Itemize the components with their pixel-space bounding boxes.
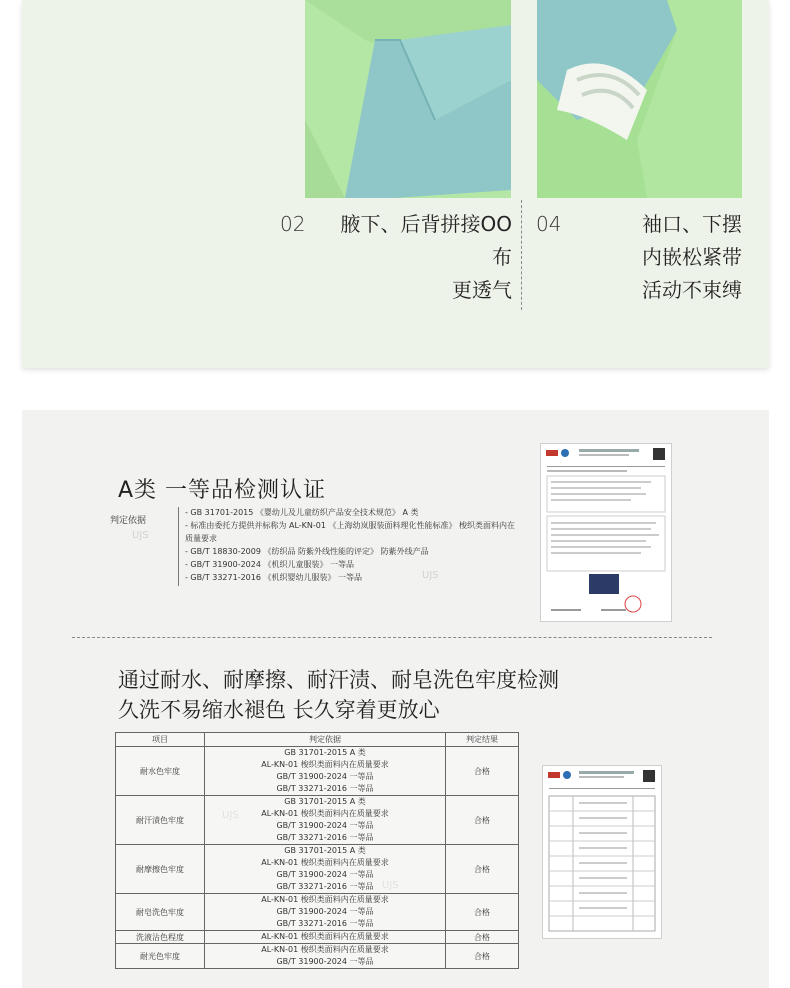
table-row: [116, 845, 519, 894]
standard-line: GB/T 31900-2024 一等品: [276, 957, 374, 966]
feature-number-02: 02: [280, 212, 306, 236]
watermark-logo: UJS: [222, 810, 239, 821]
standard-line: GB/T 31900-2024 一等品: [276, 907, 374, 916]
standard-line: GB/T 31900-2024 一等品: [276, 821, 374, 830]
table-row: [116, 796, 519, 845]
standard-line: AL-KN-01 梭织类面料内在质量要求: [261, 932, 389, 941]
standard-line: AL-KN-01 梭织类面料内在质量要求: [261, 945, 389, 954]
standard-line: GB/T 33271-2016 一等品: [276, 919, 374, 928]
item-cell: 耐摩擦色牢度: [116, 845, 205, 894]
criteria-item: - GB/T 31900-2024 《机织儿童服装》 一等品: [185, 560, 355, 569]
result-cell: 合格: [446, 894, 519, 931]
result-cell: 合格: [446, 944, 519, 969]
fastness-report-thumbnail: [542, 765, 662, 939]
column-header: 项目: [116, 733, 205, 747]
standard-line: AL-KN-01 梭织类面料内在质量要求: [261, 760, 389, 769]
criteria-item: - GB/T 33271-2016 《机织婴幼儿服装》 一等品: [185, 573, 363, 582]
column-header: 判定依据: [205, 733, 446, 747]
cert-title: A类 一等品检测认证: [118, 478, 327, 503]
standard-line: GB 31701-2015 A 类: [284, 846, 366, 855]
table-row: [116, 894, 519, 931]
section-divider: [72, 637, 712, 638]
table-row: [116, 747, 519, 796]
standard-cell: [205, 796, 446, 845]
fastness-results-table: [115, 732, 519, 969]
criteria-rule: [178, 507, 179, 586]
criteria-item: - 标准由委托方提供并标称为 AL-KN-01 《上海幼岚服装面料理化性能标准》 梭织类面料内在: [185, 521, 516, 530]
criteria-item: - GB/T 18830-2009 《纺织品 防紫外线性能的评定》 防紫外线产品: [185, 547, 429, 556]
standard-line: AL-KN-01 梭织类面料内在质量要求: [261, 858, 389, 867]
standard-cell: [205, 747, 446, 796]
standard-line: GB 31701-2015 A 类: [284, 748, 366, 757]
table-row: [116, 944, 519, 969]
feature-04-line-2: 内嵌松紧带: [642, 245, 742, 269]
watermark-logo: UJS: [132, 530, 149, 541]
standard-line: GB/T 33271-2016 一等品: [276, 882, 374, 891]
result-cell: 合格: [446, 796, 519, 845]
item-cell: 洗液沾色程度: [116, 931, 205, 944]
feature-04-line-3: 活动不束缚: [642, 278, 742, 302]
fastness-subheadline: 久洗不易缩水褪色 长久穿着更放心: [118, 698, 440, 722]
standard-cell: [205, 845, 446, 894]
watermark-logo: UJS: [422, 570, 439, 581]
table-row: [116, 931, 519, 944]
standard-line: GB/T 31900-2024 一等品: [276, 772, 374, 781]
table-header-row: [116, 733, 519, 747]
item-cell: 耐皂洗色牢度: [116, 894, 205, 931]
test-report-thumbnail: [540, 443, 672, 622]
standard-cell: [205, 944, 446, 969]
feature-04-line-1: 袖口、下摆: [642, 212, 742, 236]
result-cell: 合格: [446, 747, 519, 796]
feature-panel: [22, 0, 769, 368]
column-header: 判定结果: [446, 733, 519, 747]
standard-line: AL-KN-01 梭织类面料内在质量要求: [261, 895, 389, 904]
standard-line: AL-KN-01 梭织类面料内在质量要求: [261, 809, 389, 818]
cuff-photo: [537, 0, 742, 198]
criteria-item: 质量要求: [185, 534, 217, 543]
result-cell: 合格: [446, 845, 519, 894]
feature-02-line-1: 腋下、后背拼接OO布: [340, 212, 512, 269]
standard-line: GB/T 33271-2016 一等品: [276, 784, 374, 793]
fastness-headline: 通过耐水、耐摩擦、耐汗渍、耐皂洗色牢度检测: [118, 668, 559, 692]
item-cell: 耐水色牢度: [116, 747, 205, 796]
feature-text-02: [322, 208, 512, 307]
criteria-item: - GB 31701-2015 《婴幼儿及儿童纺织产品安全技术规范》 A 类: [185, 508, 419, 517]
feature-text-04: [582, 208, 742, 307]
criteria-label: 判定依据: [110, 516, 147, 526]
standard-line: GB/T 33271-2016 一等品: [276, 833, 374, 842]
item-cell: 耐汗渍色牢度: [116, 796, 205, 845]
feature-number-04: 04: [536, 212, 562, 236]
item-cell: 耐光色牢度: [116, 944, 205, 969]
standard-line: GB/T 31900-2024 一等品: [276, 870, 374, 879]
standard-cell: [205, 931, 446, 944]
result-cell: 合格: [446, 931, 519, 944]
watermark-logo: UJS: [382, 880, 399, 891]
standard-cell: [205, 894, 446, 931]
feature-divider: [521, 200, 522, 310]
certification-panel: [22, 410, 769, 988]
underarm-photo: [305, 0, 511, 198]
criteria-block: [110, 505, 525, 587]
feature-02-line-2: 更透气: [452, 278, 512, 302]
standard-line: GB 31701-2015 A 类: [284, 797, 366, 806]
